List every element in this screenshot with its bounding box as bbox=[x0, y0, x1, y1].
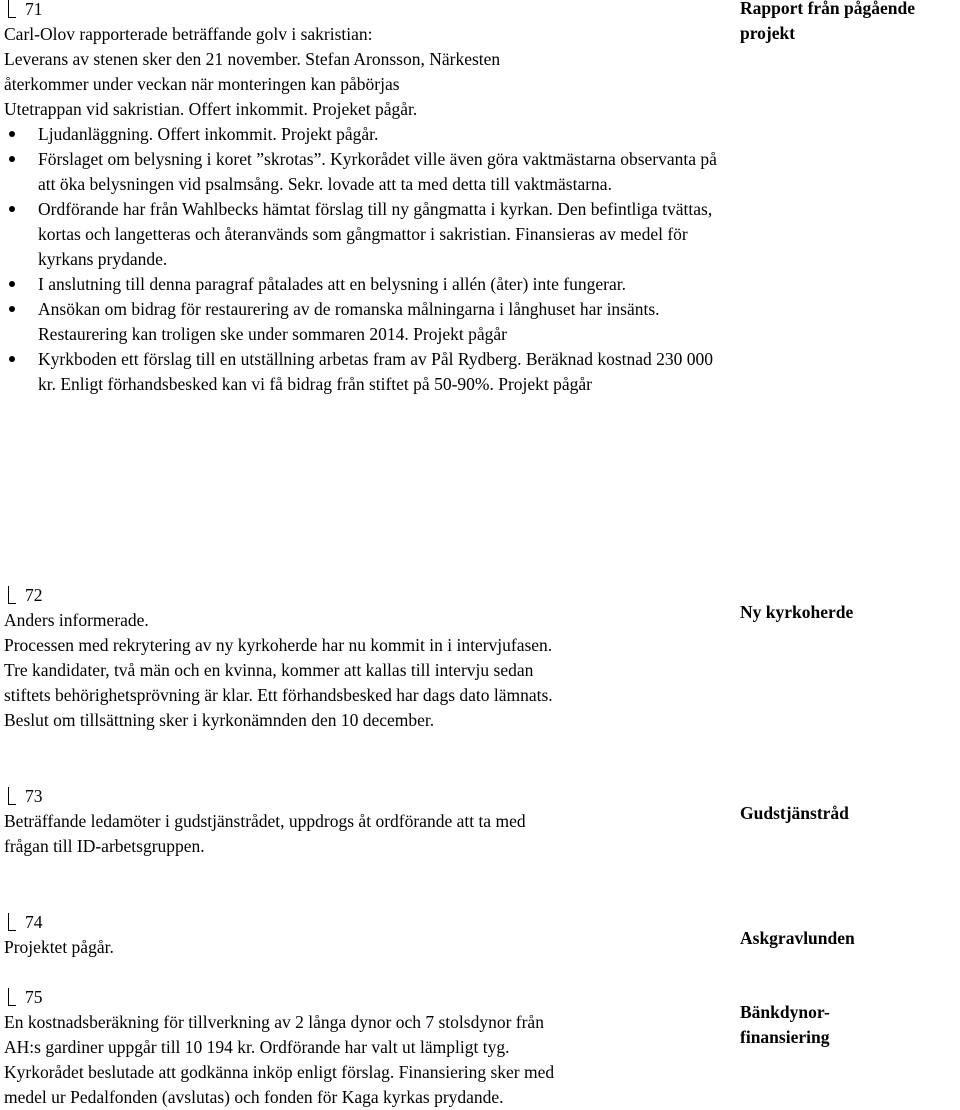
paragraph-mark-icon bbox=[8, 586, 16, 604]
text-line: Anders informerade. bbox=[4, 610, 149, 630]
section-75 bbox=[4, 985, 724, 1110]
bullet-list bbox=[4, 122, 724, 397]
section-heading: Rapport från pågående projekt bbox=[740, 0, 916, 43]
list-item bbox=[4, 272, 724, 297]
section-heading: Askgravlunden bbox=[740, 928, 855, 948]
section-71 bbox=[4, 0, 724, 397]
section-number-text: 71 bbox=[25, 0, 43, 19]
section-73 bbox=[4, 784, 724, 859]
text-line: Kyrkorådet beslutade att godkänna inköp enligt förslag. Finansiering sker med bbox=[4, 1062, 555, 1082]
bullet-icon bbox=[9, 131, 15, 137]
intro-line: Carl-Olov rapporterade beträffande golv i sakristian: bbox=[4, 24, 373, 44]
text-line: stiftets behörighetsprövning är klar. Ett förhandsbesked har dags dato lämnats. bbox=[4, 685, 553, 705]
text-line: Projektet pågår. bbox=[4, 937, 114, 957]
list-item-text: Ordförande har från Wahlbecks hämtat förslag till ny gångmatta i kyrkan. Den befintliga tvättas, kortas och langetteras och återanvänds som gångmattor i sakristian. Finansieras av medel för kyrkans prydande. bbox=[38, 199, 713, 269]
list-item bbox=[4, 122, 724, 147]
paragraph-mark-icon bbox=[8, 0, 16, 18]
section-number-text: 73 bbox=[25, 786, 43, 806]
intro-line: återkommer under veckan när monteringen kan påbörjas bbox=[4, 74, 400, 94]
section-number bbox=[4, 985, 724, 1009]
list-item-text: I anslutning till denna paragraf påtalades att en belysning i allén (åter) inte fungerar. bbox=[38, 274, 626, 294]
text-line: Beträffande ledamöter i gudstjänstrådet, uppdrogs åt ordförande att ta med bbox=[4, 811, 526, 831]
section-heading-line: finansiering bbox=[740, 1027, 830, 1047]
section-heading bbox=[740, 1000, 955, 1050]
section-72 bbox=[4, 583, 724, 733]
text-line: AH:s gardiner uppgår till 10 194 kr. Ordförande har valt ut lämpligt tyg. bbox=[4, 1037, 510, 1057]
text-line: Beslut om tillsättning sker i kyrkonämnden den 10 december. bbox=[4, 710, 435, 730]
paragraph-mark-icon bbox=[8, 913, 16, 931]
section-heading: Ny kyrkoherde bbox=[740, 602, 854, 622]
text-line: En kostnadsberäkning för tillverkning av 2 långa dynor och 7 stolsdynor från bbox=[4, 1012, 544, 1032]
bullet-icon bbox=[9, 306, 15, 312]
list-item-text: Ljudanläggning. Offert inkommit. Projekt pågår. bbox=[38, 124, 379, 144]
intro-line: Utetrappan vid sakristian. Offert inkommit. Projeket pågår. bbox=[4, 99, 418, 119]
section-number bbox=[4, 583, 724, 607]
text-line: medel ur Pedalfonden (avslutas) och fonden för Kaga kyrkas prydande. bbox=[4, 1087, 504, 1107]
section-heading: Gudstjänstråd bbox=[740, 803, 849, 823]
list-item bbox=[4, 197, 724, 272]
text-line: frågan till ID-arbetsgruppen. bbox=[4, 836, 205, 856]
text-line: Tre kandidater, två män och en kvinna, kommer att kallas till intervju sedan bbox=[4, 660, 534, 680]
section-number-text: 72 bbox=[25, 585, 43, 605]
bullet-icon bbox=[9, 206, 15, 212]
list-item-text: Kyrkboden ett förslag till en utställning arbetas fram av Pål Rydberg. Beräknad kostnad 230 000 kr. Enligt förhandsbesked kan vi få bidrag från stiftet på 50-90%. Projekt pågår bbox=[38, 349, 714, 394]
bullet-icon bbox=[9, 356, 15, 362]
bullet-icon bbox=[9, 281, 15, 287]
paragraph-mark-icon bbox=[8, 988, 16, 1006]
list-item-text: Ansökan om bidrag för restaurering av de romanska målningarna i långhuset har insänts. Restaurering kan troligen ske under sommaren 2014. Projekt pågår bbox=[38, 299, 660, 344]
text-line: Processen med rekrytering av ny kyrkoherde har nu kommit in i intervjufasen. bbox=[4, 635, 553, 655]
list-item bbox=[4, 297, 724, 347]
section-heading-line: Bänkdynor- bbox=[740, 1002, 830, 1022]
intro-line: Leverans av stenen sker den 21 november. Stefan Aronsson, Närkesten bbox=[4, 49, 501, 69]
section-74 bbox=[4, 910, 724, 960]
list-item bbox=[4, 347, 724, 397]
section-number bbox=[4, 910, 724, 934]
list-item-text: Förslaget om belysning i koret ”skrotas”. Kyrkorådet ville även göra vaktmästarna observanta på att öka belysningen vid psalmsång. Sekr. lovade att ta med detta till vaktmästarna. bbox=[38, 149, 717, 194]
section-number-text: 74 bbox=[25, 912, 43, 932]
bullet-icon bbox=[9, 156, 15, 162]
section-number bbox=[4, 0, 724, 21]
section-number bbox=[4, 784, 724, 808]
paragraph-mark-icon bbox=[8, 787, 16, 805]
list-item bbox=[4, 147, 724, 197]
section-number-text: 75 bbox=[25, 987, 43, 1007]
